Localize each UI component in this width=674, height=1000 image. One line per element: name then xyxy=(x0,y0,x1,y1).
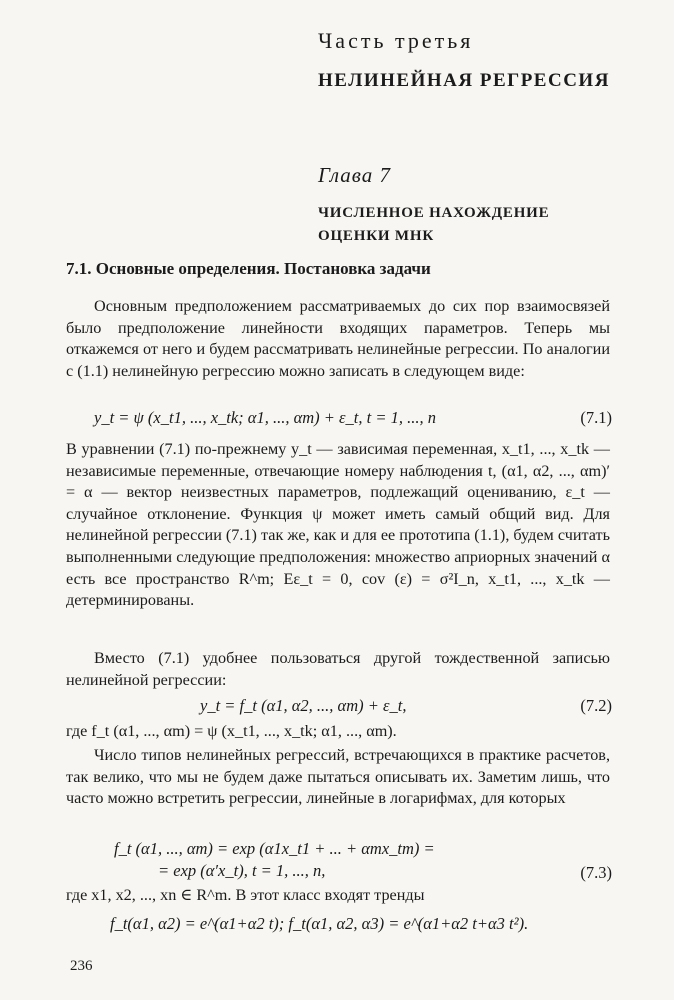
equation-7-3-line-1: f_t (α1, ..., αm) = exp (α1x_t1 + ... + αmx_tm) = xyxy=(114,839,435,858)
equation-7-1-body: y_t = ψ (x_t1, ..., x_tk; α1, ..., αm) + ε_t, t = 1, ..., n xyxy=(94,408,436,427)
where-line-2: где x1, x2, ..., xn ∈ R^m. В этот класс входят тренды xyxy=(66,886,425,904)
chapter-label: Глава 7 xyxy=(318,163,391,187)
equation-7-3-line-2: = exp (α′x_t), t = 1, ..., n, xyxy=(158,861,326,880)
equation-7-1 xyxy=(66,407,612,431)
where-line-1: где f_t (α1, ..., αm) = ψ (x_t1, ..., x_tk; α1, ..., αm). xyxy=(66,722,397,740)
part-subtitle: НЕЛИНЕЙНАЯ РЕГРЕССИЯ xyxy=(318,70,610,91)
paragraph-assumptions: В уравнении (7.1) по-прежнему y_t — зависимая переменная, x_t1, ..., x_tk — независимые переменные, отвечающие номеру наблюдения t, (α1, α2, ..., αm)′ = α — вектор неизвестных параметров, подлежащий оцениванию, ε_t — случайное отклонение. Функция ψ может иметь самый общий вид. Для нелинейной регрессии (7.1) так же, как и для ее прототипа (1.1), будем считать выполненными следующие предположения: множество априорных значений α есть все пространство R^m; Eε_t = 0, cov (ε) = σ²I_n, x_t1, ..., x_tk — детерминированы. xyxy=(66,440,610,610)
equation-7-3 xyxy=(66,838,612,888)
paragraph-intro: Основным предположением рассматриваемых до сих пор взаимосвязей было предположение линейности входящих параметров. Теперь мы откажемся от него и будем рассматривать нелинейные регрессии. По аналогии с (1.1) нелинейную регрессию можно записать в следующем виде: xyxy=(66,297,610,380)
equation-7-2 xyxy=(66,695,612,719)
trend-formulas: f_t(α1, α2) = e^(α1+α2 t); f_t(α1, α2, α3) = e^(α1+α2 t+α3 t²). xyxy=(110,914,529,933)
chapter-title: ЧИСЛЕННОЕ НАХОЖДЕНИЕ ОЦЕНКИ МНК xyxy=(318,205,550,244)
section-heading: 7.1. Основные определения. Постановка задачи xyxy=(66,259,431,278)
equation-7-2-number: (7.2) xyxy=(580,696,612,715)
equation-7-3-number: (7.3) xyxy=(580,863,612,882)
equation-7-1-number: (7.1) xyxy=(580,408,612,427)
part-title: Часть третья xyxy=(318,28,474,53)
page-number: 236 xyxy=(70,958,93,974)
paragraph-types: Число типов нелинейных регрессий, встречающихся в практике расчетов, так велико, что мы не будем даже пытаться описывать их. Заметим лишь, что часто можно встретить регрессии, линейные в логарифмах, для которых xyxy=(66,746,610,808)
paragraph-alternative: Вместо (7.1) удобнее пользоваться другой тождественной записью нелинейной регрессии: xyxy=(66,649,610,689)
equation-7-2-body: y_t = f_t (α1, α2, ..., αm) + ε_t, xyxy=(200,696,407,715)
